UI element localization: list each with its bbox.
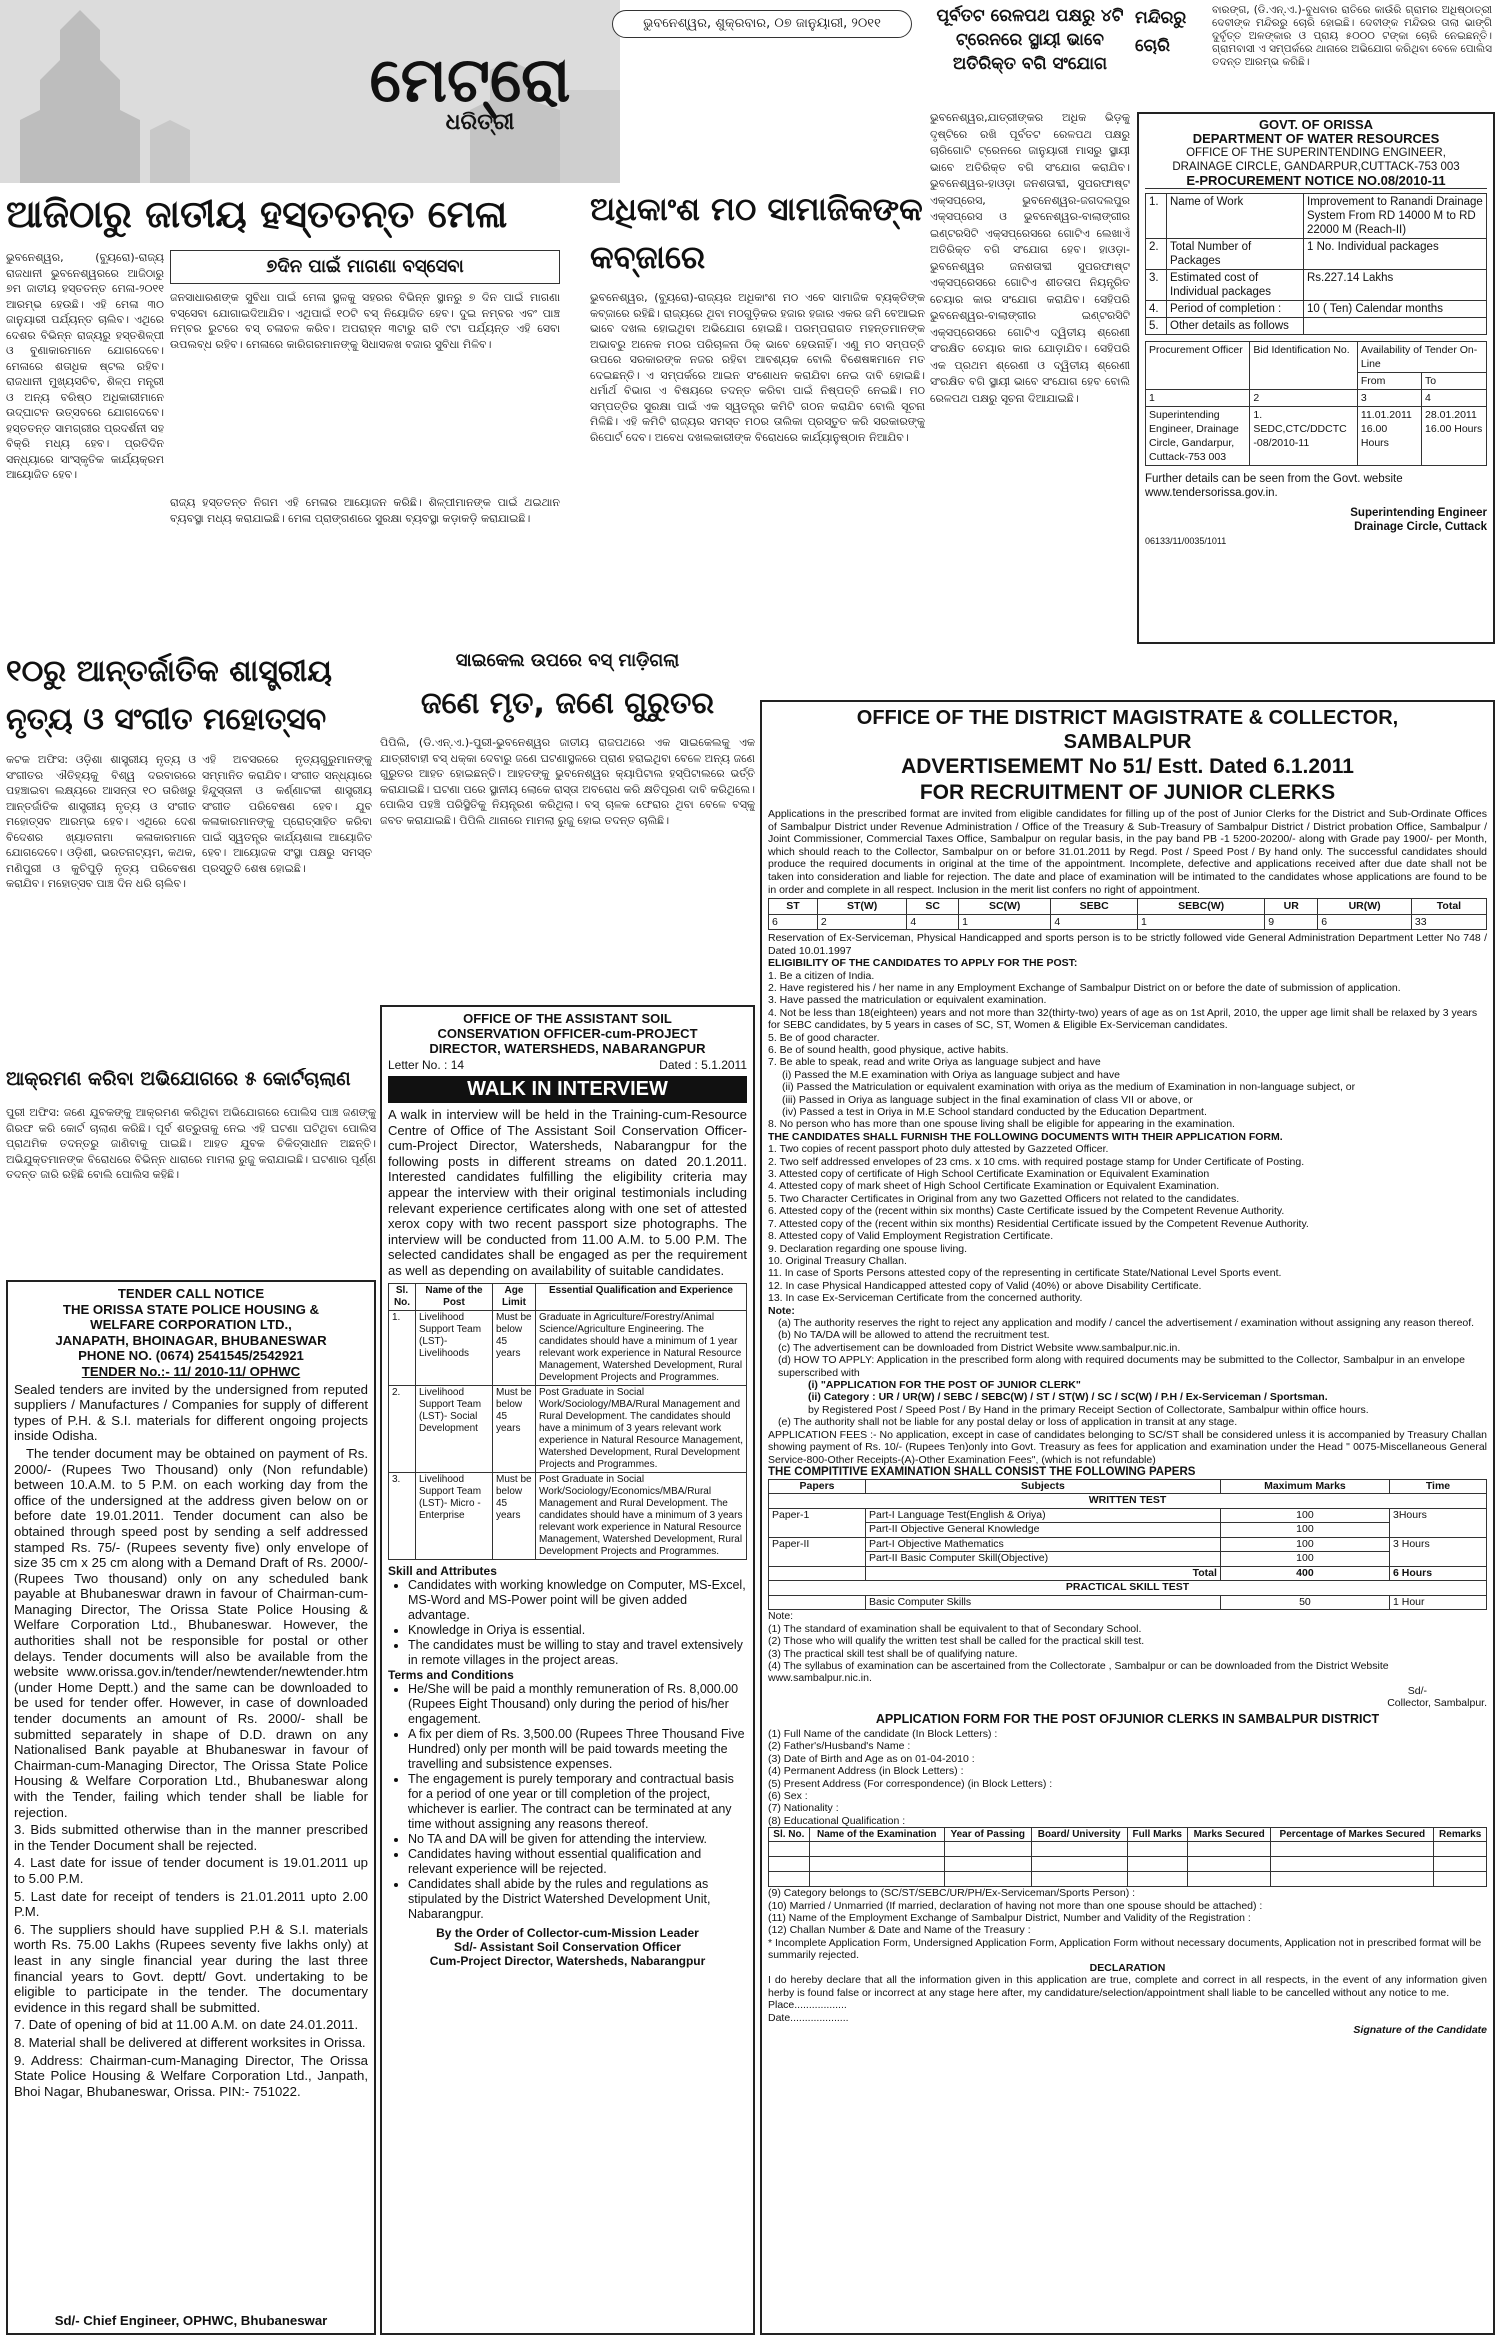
list-item: (1) Full Name of the candidate (In Block Letters) : [768,1727,998,1740]
list-item: (10) Married / Unmarried (If married, declaration of having not more than one spouse should be attached) : [768,1899,1263,1912]
list-item: 13. In case Ex-Serviceman Certificate from the concerned authority. [768,1292,1083,1305]
list-item: 9. Declaration regarding one spouse living. [768,1242,968,1255]
sb-elig-title: ELIGIBILITY OF THE CANDIDATES TO APPLY FOR THE POST: [768,957,1078,970]
sc-h1: OFFICE OF THE ASSISTANT SOIL [463,1011,672,1026]
pt-org1: THE ORISSA STATE POLICE HOUSING & [62,1301,320,1317]
list-item: (6) Sex : [768,1789,808,1802]
list-item: 7. Be able to speak, read and write Oriya as language subject and have [768,1056,1101,1069]
list-item: 4. Attested copy of mark sheet of High School Certificate Examination or Equivalent Examination. [768,1180,1220,1193]
list-item: • Candidates shall abide by the rules and regulations as stipulated by the District Watershed Development Unit, Nabarangpur. [408,1877,747,1922]
sc-skills-title: Skill and Attributes [388,1563,497,1578]
list-item: (12) Challan Number & Date and Name of the Treasury : [768,1924,1031,1937]
handicraft-headline: ଆଜିଠାରୁ ଜାତୀୟ ହସ୍ତତନ୍ତ ମେଳା [6,192,508,236]
table-row: 4. Period of completion : 10 ( Ten) Calendar months [1146,301,1487,318]
sb-exam-title: THE COMPITITIVE EXAMINATION SHALL CONSIST THE FOLLOWING PAPERS [768,1466,1196,1479]
table-row: 1. Name of Work Improvement to Ranandi Drainage System From RD 14000 M to RD 22000 M (Reach-II) [1146,194,1487,239]
sb-fees: APPLICATION FEES :- No application, except in case of candidates belonging to SC/ST shall be considered unless it is accompanied by Treasury Challan showing payment of Rs. 10/- (Rupees Ten)only into Govt. Treasury as fees for application and examination under the Head " 0075-Miscellaneous General Service-800-Other Receipts-(A)-Other Examination Fees", (which is not refundable) [768,1428,1487,1466]
list-item: • He/She will be paid a monthly remuneration of Rs. 8,000.00 (Rupees Eight Thousand) only during the period of his/her engagement. [408,1682,747,1727]
sb-place: Place.................. [768,1999,847,2012]
list-item: • No TA and DA will be given for attending the interview. [408,1832,747,1847]
sc-h3: DIRECTOR, WATERSHEDS, NABARANGPUR [429,1041,706,1056]
sb-date-line: Date.................... [768,2011,849,2024]
list-item: • The engagement is purely temporary and contractual basis for a period of one year or till completion of the project, whichever is earlier. The contract can be terminated at any time without assigning any reasons thereof. [408,1772,747,1832]
sb-exam-table: Papers Subjects Maximum Marks Time WRITTEN TEST Paper-1 Part-I Language Test(English & Oriya) 100 3Hours Part-II Objective General Knowledge 100 Paper-II Part-I Objective Mathematics 100 3 Hours Part-II Basic Computer Skill(Objective) 100 Total 400 6 Hours PRACTICAL SKILL TEST Basic Computer Skills 50 1 Hour [768,1479,1487,1611]
sb-form-title: APPLICATION FORM FOR THE POST OFJUNIOR CLERKS IN SAMBALPUR DISTRICT [875,1711,1380,1726]
list-item: (4) The syllabus of examination can be ascertained from the Collectorate , Sambalpur or can be downloaded from the District Website www.sambalpur.nic.in. [768,1659,1389,1685]
dance-col2: ଏହି ଅବସରରେ ନୃତ୍ୟଗୁରୁମାନଙ୍କୁ ସମ୍ମାନିତ କରାଯିବ। ସଂଗୀତ ସନ୍ଧ୍ୟାରେ ହିନ୍ଦୁସ୍ତାନୀ ଓ କର୍ଣ୍ଣାଟକୀ ଶାସ୍ତ୍ରୀୟ ସଂଗୀତ ପରିବେଷଣ ହେବ। ଯୁବ କଳାକାରମାନଙ୍କୁ ପ୍ରୋତ୍ସାହିତ କରିବା ପାଇଁ ସ୍ୱତନ୍ତ୍ର କାର୍ଯ୍ୟଶାଳା ଆୟୋଜିତ ହେବ। ଆୟୋଜକ ସଂସ୍ଥା ପକ୍ଷରୁ ସମସ୍ତ ପ୍ରସ୍ତୁତି ଶେଷ ହୋଇଛି। [202,753,372,875]
table-row: Total 400 6 Hours [769,1566,1487,1581]
dateline: ଭୁବନେଶ୍ୱର, ଶୁକ୍ରବାର, ୦୭ ଜାନୁୟାରୀ, ୨୦୧୧ [612,10,912,38]
mutt-body: ଭୁବନେଶ୍ୱର, (ବ୍ୟୁରୋ)-ରାଜ୍ୟର ଅଧିକାଂଶ ମଠ ଏବେ ସାମାଜିକ ବ୍ୟକ୍ତିଙ୍କ କବ୍‌ଜାରେ ରହିଛି। ରାଜ୍ୟରେ ଥିବା ମଠଗୁଡ଼ିକର ହଜାର ହଜାର ଏକର ଜମି ବେଆଇନ ଭାବେ ଦଖଲ ହୋଇଥିବା ଅଭିଯୋଗ ହୋଇଛି। ପରମ୍ପରାଗତ ମହନ୍ତମାନଙ୍କ ଅଭାବରୁ ଅନେକ ମଠର ପରିଚାଳନା ଠିକ୍ ଭାବେ ହେଉନାହିଁ। ଏଣୁ ମଠ ସମ୍ପତ୍ତି ଉପରେ ସରକାରଙ୍କ ନଜର ରହିବା ଆବଶ୍ୟକ ବୋଲି ବିଶେଷଜ୍ଞମାନେ ମତ ଦେଇଛନ୍ତି। ଏ ସମ୍ପର୍କରେ ଆଇନ ସଂଶୋଧନ କରାଯିବା ନେଇ ଦାବି ହୋଇଛି। ଧର୍ମାର୍ଥ ବିଭାଗ ଏ ବିଷୟରେ ତଦନ୍ତ କରିବା ପାଇଁ ନିଷ୍ପତ୍ତି ନେଇଛି। ମଠ ସମ୍ପତ୍ତିର ସୁରକ୍ଷା ପାଇଁ ଏକ ସ୍ୱତନ୍ତ୍ର କମିଟି ଗଠନ କରାଯିବ ବୋଲି ସୂଚନା ମିଳିଛି। ଏହି କମିଟି ରାଜ୍ୟର ସମସ୍ତ ମଠର ତାଲିକା ପ୍ରସ୍ତୁତ କରି ସରକାରଙ୍କୁ ରିପୋର୍ଟ ଦେବ। ଅବେଧ ଦଖଲକାରୀଙ୍କ ବିରୋଧରେ କାର୍ଯ୍ୟାନୁଷ୍ଠାନ ନିଆଯିବ। [590,291,925,444]
list-item: (5) Present Address (For correspondence) (in Block Letters) : [768,1777,1053,1790]
handicraft-col3: ରାଜ୍ୟ ହସ୍ତତନ୍ତ ନିଗମ ଏହି ମେଳାର ଆୟୋଜନ କରିଛି। ଶିଳ୍ପୀମାନଙ୍କ ପାଇଁ ଥଇଥାନ ବ୍ୟବସ୍ଥା ମଧ୍ୟ କରାଯାଇଛି। ମେଳା ପ୍ରାଙ୍ଗଣରେ ସୁରକ୍ଷା ବ୍ୟବସ୍ଥା କଡ଼ାକଡ଼ି କରାଯାଇଛି। [170,496,560,525]
sc-date: Dated : 5.1.2011 [659,1058,747,1072]
list-item: (e) The authority shall not be liable for any postal delay or loss of application in transit at any stage. [778,1416,1238,1429]
pt-para1: Sealed tenders are invited by the undersigned from reputed suppliers / Manufactures / Companies for supply of different types of P.H. & S.I. materials for different ongoing projects inside Odisha. [14,1381,368,1444]
sb-collector: Collector, Sambalpur. [1387,1697,1487,1710]
list-item: 5. Be of good character. [768,1031,880,1044]
list-item: (d) HOW TO APPLY: Application in the prescribed form along with required documents may be submitted to the Collector, Sambalpur in an envelope superscribed with [778,1354,1465,1379]
sb-h3: ADVERTISEMEMT No 51/ Estt. Dated 6.1.2011 [901,755,1354,778]
list-item: (3) The practical skill test shall be of qualifying nature. [768,1647,1018,1660]
wr-code: 06133/11/0035/1011 [1145,536,1227,546]
wr-office: OFFICE OF THE SUPERINTENDING ENGINEER, [1186,147,1446,159]
list-item: 2. Have registered his / her name in any Employment Exchange of Sambalpur District on or before the date of submission of application. [768,981,1401,994]
list-item: (c) The advertisement can be downloaded from District Website www.sambalpur.nic.in. [778,1341,1181,1354]
mutt-headline: ଅଧିକାଂଶ ମଠ ସାମାଜିକଙ୍କ କବ୍‌ଜାରେ [590,190,923,276]
table-row: 2. Total Number of Packages 1 No. Individual packages [1146,239,1487,270]
list-item: 6. Attested copy of the (recent within six months) Caste Certificate issued by the Competent Revenue Authority. [768,1205,1285,1218]
handicraft-col2: ଜନସାଧାରଣଙ୍କ ସୁବିଧା ପାଇଁ ମେଳା ସ୍ଥଳକୁ ସହରର ବିଭିନ୍ନ ସ୍ଥାନରୁ ୭ ଦିନ ପାଇଁ ମାଗଣା ବସ୍‌ସେବା ଯୋଗାଇଦିଆଯିବ। ଏଥିପାଇଁ ୧୦ଟି ବସ୍ ନିୟୋଜିତ ହେବ। ଦୁଇ ନମ୍ବର ଏବଂ ପାଞ୍ଚ ନମ୍ବର ରୁଟରେ ବସ୍ ଚଳାଚଳ କରିବ। ଅପରାହ୍ନ ୩ଟାରୁ ରାତି ୯ଟା ପର୍ଯ୍ୟନ୍ତ ଏହି ସେବା ଉପଲବ୍ଧ ରହିବ। ମେଳାରେ କାରିଗରମାନଙ୍କୁ ସିଧାସଳଖ ବଜାର ସୁବିଧା ମିଳିବ। [170,291,560,351]
sb-decl: I do hereby declare that all the information given in this application are true, complete and correct in all respects, in the event of any information given herby is found false or incorrect at any stage here after, my candidature/selection/appointment shall liable to be cancelled without any notice to me. [768,1974,1487,1999]
masthead-title: ମେଟ୍ରୋ [369,43,571,116]
list-item: (7) Nationality : [768,1802,839,1815]
water-resources-notice [1137,112,1495,644]
dance-headline: ୧୦ରୁ ଆନ୍ତର୍ଜାତିକ ଶାସ୍ତ୍ରୀୟ ନୃତ୍ୟ ଓ ସଂଗୀତ ମହୋତ୍ସବ [6,654,332,737]
sc-walkin-banner: WALK IN INTERVIEW [388,1076,747,1103]
list-item: 8. Attested copy of Valid Employment Registration Certificate. [768,1230,1054,1243]
pt-phone: PHONE NO. (0674) 2541545/2542921 [78,1348,304,1364]
list-item: 9. Address: Chairman-cum-Managing Director, The Orissa State Police Housing & Welfare Corporation Ltd., Janpath, Bhoi Nagar, Bhubaneswar, Orissa. PIN:- 751022. [14,2052,368,2099]
list-item: (4) Permanent Address (in Block Letters) : [768,1765,964,1778]
list-item: 4. Last date for issue of tender document is 19.01.2011 up to 5.00 P.M. [14,1855,368,1886]
pt-tender-no: TENDER No.:- 11/ 2010-11/ OPHWC [81,1363,301,1379]
wr-notice-no: E-PROCUREMENT NOTICE NO.08/2010-11 [1145,174,1487,189]
list-item: • Knowledge in Oriya is essential. [408,1623,747,1638]
list-item: 3. Have passed the matriculation or equivalent examination. [768,994,1047,1007]
pt-addr: JANAPATH, BHOINAGAR, BHUBANESWAR [55,1332,327,1348]
list-item: 7. Attested copy of the (recent within six months) Residential Certificate issued by the Competent Revenue Authority. [768,1217,1309,1230]
list-item: • A fix per diem of Rs. 3,500.00 (Rupees Three Thousand Five Hundred) only per month will be paid towards meeting the travelling and subsistence expenses. [408,1727,747,1772]
list-item: by Registered Post / Speed Post / By Hand in the primary Receipt Section of Collectorate, Sambalpur within office hours. [808,1403,1369,1416]
table-row: Part-II Objective General Knowledge 100 [769,1523,1487,1538]
pt-sign: Sd/- Chief Engineer, OPHWC, Bhubaneswar [54,2313,328,2329]
train-body: ଭୁବନେଶ୍ୱର,ଯାତ୍ରୀଙ୍କର ଅଧିକ ଭିଡ଼କୁ ଦୃଷ୍ଟିରେ ରଖି ପୂର୍ବତଟ ରେଳପଥ ପକ୍ଷରୁ ଚାରିଗୋଟି ଟ୍ରେନରେ ଜାନୁୟାରୀ ମାସରୁ ସ୍ଥାୟୀ ଭାବେ ଅତିରିକ୍ତ ବଗି ସଂଯୋଗ କରାଯିବ। ଭୁବନେଶ୍ୱର-ହାଓଡ଼ା ଜନଶତାବ୍ଦୀ, ସୁପରଫାଷ୍ଟ ଏକ୍ସପ୍ରେସ, ଭୁବନେଶ୍ୱର-ଜଗଦଲପୁର ଏକ୍ସପ୍ରେସ ଓ ଭୁବନେଶ୍ୱର-ବାଲାଙ୍ଗୀର ଇଣ୍ଟରସିଟି ଏକ୍ସପ୍ରେସରେ ଗୋଟିଏ ଲେଖାଏଁ ଅତିରିକ୍ତ ବଗି ସଂଯୋଗ ହେବ। ହାଓଡ଼ା-ଭୁବନେଶ୍ୱର ଜନଶତାବ୍ଦୀ ସୁପରଫାଷ୍ଟ ଏକ୍ସପ୍ରେସରେ ଗୋଟିଏ ଶୀତତାପ ନିୟନ୍ତ୍ରିତ ଚେୟାର କାର ସଂଯୋଗ କରାଯିବ। ସେହିପରି ଭୁବନେଶ୍ୱର-ବାଲାଙ୍ଗୀର ଇଣ୍ଟରସିଟି ଏକ୍ସପ୍ରେସରେ ଗୋଟିଏ ଦ୍ୱିତୀୟ ଶ୍ରେଣୀ ସଂରକ୍ଷିତ ଚେୟାର କାର ଯୋଡ଼ାଯିବ। ସେହିପରି ଏକ ପ୍ରଥମ ଶ୍ରେଣୀ ଓ ଦ୍ୱିତୀୟ ଶ୍ରେଣୀ ସଂରକ୍ଷିତ ବଗି ସ୍ଥାୟୀ ଭାବେ ସଂଯୋଗ ହେବ ବୋଲି ରେଳପଥ ପକ୍ଷରୁ ସୂଚନା ଦିଆଯାଇଛି। [930,111,1130,405]
sc-intro: A walk in interview will be held in the Training-cum-Resource Centre of Office of The Assistant Soil Conservation Officer-cum-Project Director, Watersheds, Nabarangpur for the following posts in different streams on dated 20.1.2011. Interested candidates fulfilling the eligibility criteria may appear the interview with their original testimonials including relevant experience certificates along with one set of attested xerox copy with two recent passport size photographs. The interview will be conducted from 11.00 A.M. to 5.00 P.M. The selected candidates shall be engaged as per the requirement as well as depending on availability of suitable candidates. [388,1107,747,1278]
list-item: 3. Bids submitted otherwise than in the manner prescribed in the Tender Document shall be rejected. [14,1822,368,1853]
list-item: 2. Two self addressed envelopes of 23 cms. x 10 cms. with required postage stamp for Under Certificate of Posting. [768,1155,1305,1168]
sc-sign2: Cum-Project Director, Watersheds, Nabarangpur [429,1953,706,1968]
table-row: 2. Livelihood Support Team (LST)- Social Development Must be below 45 years Post Graduate in Social Work/Sociology/MBA/Rural Management and Rural Development. The candidates should have a minimum of 3 years relevant work experience in Natural Resource Management, Watershed Development, Rural Development Projects and Programmes. [389,1385,747,1472]
wr-bid-table: Procurement Officer Bid Identification No. Availability of Tender On-Line From To 1 2 3 4 Superintending Engineer, Drainage Circle, Gandarpur, Cuttack-753 003 1. SEDC,CTC/DDCTC -08/2010-11 11.01.2011 16.00 Hours 28.01.2011 16.00 Hours [1145,341,1487,466]
table-row: 3. Estimated cost of Individual packages Rs.227.14 Lakhs [1146,270,1487,301]
list-item: • The candidates must be willing to stay and travel extensively in remote villages in the project areas. [408,1638,747,1668]
table-row: Paper-1 Part-I Language Test(English & Oriya) 100 3Hours [769,1508,1487,1523]
list-item: (i) "APPLICATION FOR THE POST OF JUNIOR CLERK" [808,1378,1081,1391]
pt-para2: The tender document may be obtained on payment of Rs. 2000/- (Rupees Two Thousand) only (Non refundable) between 10.A.M. to 5 P.M. on each working day from the office of the undersigned at the address given below on or before date 19.01.2011. Tender document can also be obtained through speed post by sending a self addressed stamped Rs. 75/- (Rupees seventy five) only envelope of size 35 cm x 25 cm along with a Demand Draft of Rs. 2000/- (Rupees Two thousand) only on any scheduled bank payable at Bhubaneswar drawn in favour of Chairman-cum-Managing Director, The Orissa State Police Housing & Welfare Corporation Ltd., Bhubaneswar. However, the authorities shall not be responsible for postal or other delays. Tender documents will also be available from the website www.orissa.gov.in/tender/newtender/newtender.htm (under Home Deptt.) and the same can be downloaded to be used for tender offer. However, in case of downloaded tender documents an amount of Rs. 2000/- shall be submitted separately in shape of D.D. drawn on any Nationalised Bank payable at Bhubaneswar in favour of Chairman-cum-Managing Director, The Orissa State Police Housing & Welfare Corporation Ltd., Bhubaneswar along with the Tender, failing which tender shall be liable for rejection. [14,1445,368,1820]
table-row: Basic Computer Skills 50 1 Hour [769,1595,1487,1610]
pt-title: TENDER CALL NOTICE [117,1286,265,1301]
list-item: 12. In case Physical Handicapped attested copy of Valid (40%) or above Disability Certificate. [768,1279,1202,1292]
pt-org2: WELFARE CORPORATION LTD., [90,1317,292,1333]
wr-details-table [1145,193,1487,335]
bus-kicker: ସାଇକେଲ ଉପରେ ବସ୍ ମାଡ଼ିଗଲା [455,650,680,671]
sb-h4: FOR RECRUITMENT OF JUNIOR CLERKS [919,781,1336,804]
list-item: 5. Last date for receipt of tenders is 21.01.2011 upto 2.00 P.M. [14,1888,368,1920]
list-item: (8) Educational Qualification : [768,1814,906,1827]
wr-sign1: Superintending Engineer [1350,507,1487,519]
list-item: (3) Date of Birth and Age as on 01-04-2010 : [768,1752,975,1765]
sambalpur-recruitment-ad [760,700,1495,2335]
list-item: (iii) Passed in Oriya as language subject in the final examination of class VII or above, or [782,1093,1193,1106]
list-item: (iv) Passed a test in Oriya in M.E School standard conducted by the Education Department. [782,1106,1207,1119]
sb-signature: Signature of the Candidate [1353,2024,1487,2037]
sc-sign1: Sd/- Assistant Soil Conservation Officer [454,1939,681,1954]
list-item: 1. Two copies of recent passport photo duly attested by Gazzeted Officer. [768,1143,1109,1156]
list-item: (2) Father's/Husband's Name : [768,1740,911,1753]
list-item: (9) Category belongs to (SC/ST/SEBC/UR/PH/Ex-Serviceman/Sports Person) : [768,1887,1136,1900]
list-item: (a) The authority reserves the right to reject any application and modify / cancel the advertisement / examination without assigning any reason thereof. [778,1316,1475,1329]
sb-vacancy-table: ST ST(W) SC SC(W) SEBC SEBC(W) UR UR(W) Total 6 2 4 1 4 1 9 6 33 [768,898,1487,930]
table-row: 3. Livelihood Support Team (LST)- Micro -Enterprise Must be below 45 years Post Graduate in Social Work/Sociology/Economics/MBA/Rural Management and Rural Development. The candidates should have a minimum of 3 years relevant work experience in Natural Resource Management, Watershed Development, Rural Development Projects and Programmes. [389,1472,747,1559]
sb-qualification-table: Sl. No. Name of the Examination Year of Passing Board/ University Full Marks Marks Secured Percentage of Markes Secured Remarks [768,1827,1487,1887]
train-headline: ପୂର୍ବତଟ ରେଳପଥ ପକ୍ଷରୁ ୪ଟି ଟ୍ରେନରେ ସ୍ଥାୟୀ ଭାବେ ଅତିରିକ୍ତ ବଗି ସଂଯୋଗ [936,6,1124,74]
wr-dept: DEPARTMENT OF WATER RESOURCES [1192,131,1440,146]
list-item: (ii) Passed the Matriculation or equivalent examination with oriya as the medium of Examination in non-language subject, or [782,1081,1356,1094]
sc-h2: CONSERVATION OFFICER-cum-PROJECT [437,1026,698,1041]
table-row [769,1872,1487,1887]
sb-intro: Applications in the prescribed format are invited from eligible candidates for filling up of the post of Junior Clerks for the District and Sub-Ordinate Offices of Sambalpur District under Revenue Administration / Office of the Treasury & Sub-Treasury of Sambalpur District / District probation Office, Sambalpur / Joint Commissioner, Commercial Taxes Office, Sambalpur on regular basis, in the pay band PB -1 5200-20200/- along with Grade pay 1900/- per Month, which should reach to the Collector, Sambalpur on or before 31.01.2011 by Regd. Post / Speed Post / By hand only. The successful candidates should produce the required documents in original at the time of the appointment. Incomplete, defective and applications received after due date shall not be taken into consideration and liable for rejection. The date and place of examination will be intimated to the candidates whose applications are found to be in order and complete in all respect. Inclusion in the merit list confers no right of appointment. [768,808,1487,896]
list-item: 5. Two Character Certificates in Original from any two Gazetted Officers not related to the candidates. [768,1192,1240,1205]
list-item: 8. Material shall be delivered at different worksites in Orissa. [14,2034,366,2050]
assault-headline: ଆକ୍ରମଣ କରିବା ଅଭିଯୋଗରେ ୫ କୋର୍ଟଚାଲାଣ [6,1068,351,1090]
list-item: 8. No person who has more than one spouse living shall be eligible for appearing in the examination. [768,1118,1235,1131]
list-item: 1. Be a citizen of India. [768,969,875,982]
list-item: • Candidates with working knowledge on Computer, MS-Excel, MS-Word and MS-Power point will be given added advantage. [408,1578,747,1623]
table-row: Part-II Basic Computer Skill(Objective) 100 [769,1552,1487,1567]
police-tender-notice [6,1280,376,2335]
sb-reservation: Reservation of Ex-Serviceman, Physical Handicapped and sports person is to be strictly followed vide General Administration Department Letter No 748 / Dated 10.01.1997 [768,931,1487,957]
wr-circle: DRAINAGE CIRCLE, GANDARPUR,CUTTACK-753 003 [1172,161,1460,173]
masthead-subtitle: ଧରିତ୍ରୀ [445,110,515,135]
list-item: * Incomplete Application Form, Undersigned Application Form, Application Form without necessary documents, Application not in prescribed format will be summarily rejected. [768,1936,1482,1962]
list-item: 6. Be of sound health, good physique, active habits. [768,1044,1009,1056]
list-item: • Candidates having without essential qualification and relevant experience will be rejected. [408,1847,747,1877]
sc-letter-no: Letter No. : 14 [388,1058,465,1072]
list-item: 7. Date of opening of bid at 11.00 A.M. on date 24.01.2011. [14,2017,359,2033]
theft-body: ବାରଙ୍ଗ, (ଡି.ଏନ୍.ଏ.)-ବୁଧବାର ରାତିରେ କାଉଁରି ଗ୍ରାମର ଅଧିଷ୍ଠାତ୍ରୀ ଦେବୀଙ୍କ ମନ୍ଦିରରୁ ଚୋରି ହୋଇଛି। ଦେବୀଙ୍କ ମନ୍ଦିରର ତାଲା ଭାଙ୍ଗି ଦୁର୍ବୃତ୍ତ ଅଳଙ୍କାର ଓ ପ୍ରାୟ ୫୦୦୦ ଟଙ୍କା ଚୋରି ନେଇଛନ୍ତି। ଗ୍ରାମବାସୀ ଏ ସମ୍ପର୍କରେ ଥାନାରେ ଅଭିଯୋଗ କରିଥିବା ବେଳେ ପୋଲିସ ତଦନ୍ତ ଆରମ୍ଭ କରିଛି। [1212,4,1492,68]
wr-sign2: Drainage Circle, Cuttack [1354,521,1487,533]
list-item: (ii) Category : UR / UR(W) / SEBC / SEBC(W) / ST / ST(W) / SC / SC(W) / P.H / Ex-Serviceman / Sportsman. [808,1391,1328,1404]
sb-note2-title: Note: [768,1610,794,1623]
list-item: (i) Passed the M.E examination with Oriya as language subject and have [782,1068,1120,1081]
dance-col1: କଟକ ଅଫିସ: ଓଡ଼ିଶା ଶାସ୍ତ୍ରୀୟ ନୃତ୍ୟ ଓ ସଂଗୀତର ଐତିହ୍ୟକୁ ବିଶ୍ୱ ଦରବାରରେ ପହଞ୍ଚାଇବା ଲକ୍ଷ୍ୟରେ ଆସନ୍ତା ୧୦ ତାରିଖରୁ ଆନ୍ତର୍ଜାତିକ ଶାସ୍ତ୍ରୀୟ ନୃତ୍ୟ ଓ ସଂଗୀତ ମହୋତ୍ସବ ଆରମ୍ଭ ହେବ। ଏଥିରେ ଦେଶ ବିଦେଶର ଖ୍ୟାତନାମା କଳାକାରମାନେ ଯୋଗଦେବେ। ଓଡ଼ିଶୀ, ଭରତନାଟ୍ୟମ, କଥକ, ମଣିପୁରୀ ଓ କୁଚିପୁଡ଼ି ନୃତ୍ୟ ପରିବେଷଣ କରାଯିବ। ମହୋତ୍ସବ ପାଞ୍ଚ ଦିନ ଧରି ଚାଲିବ। [6,753,196,890]
bus-headline: ଜଣେ ମୃତ, ଜଣେ ଗୁରୁତର [420,686,715,721]
sb-note-title: Note: [768,1304,795,1317]
wr-further: Further details can be seen from the Govt. website www.tendersorissa.gov.in. [1145,473,1403,499]
sc-terms-title: Terms and Conditions [388,1667,514,1682]
table-row [769,1842,1487,1857]
list-item: (11) Name of the Employment Exchange of Sambalpur District, Number and Validity of the Registration : [768,1912,1251,1924]
bus-body: ପିପିଲି, (ଡି.ଏନ୍.ଏ.)-ପୁରୀ-ଭୁବନେଶ୍ୱର ଜାତୀୟ ରାଜପଥରେ ଏକ ସାଇକେଲକୁ ଏକ ଯାତ୍ରୀବାହୀ ବସ୍ ଧକ୍କା ଦେବାରୁ ଜଣେ ଘଟଣାସ୍ଥଳରେ ପ୍ରାଣ ହରାଇଥିବା ବେଳେ ଅନ୍ୟ ଜଣେ ଗୁରୁତର ଆହତ ହୋଇଛନ୍ତି। ଆହତଙ୍କୁ ଭୁବନେଶ୍ୱର କ୍ୟାପିଟାଲ ହସ୍ପିଟାଲରେ ଭର୍ତ୍ତି କରାଯାଇଛି। ଘଟଣା ପରେ ସ୍ଥାନୀୟ ଲୋକେ ରାସ୍ତା ଅବରୋଧ କରି କ୍ଷତିପୂରଣ ଦାବି କରିଥିଲେ। ପୋଲିସ ପହଞ୍ଚି ପରିସ୍ଥିତିକୁ ନିୟନ୍ତ୍ରଣ କରିଥିଲା। ବସ୍ ଚାଳକ ଫେରାର ଥିବା ବେଳେ ବସ୍‌କୁ ଜବତ କରାଯାଇଛି। ପିପିଲି ଥାନାରେ ମାମଲା ରୁଜୁ ହୋଇ ତଦନ୍ତ ଚାଲିଛି। [380,736,755,827]
table-row: 6 2 4 1 4 1 9 6 33 [769,914,1487,929]
list-item: 6. The suppliers should have supplied P.H & S.I. materials worth Rs. 75.00 Lakhs (Rupees seventy five lakhs only) at least in any single financial year during the last three financial years to Govt. deptt/ Govt. undertaking to be eligible to participate in the tender. The documentary evidence in this regard shall be submitted. [14,1921,368,2015]
sb-decl-title: DECLARATION [1089,1961,1166,1974]
list-item: 3. Attested copy of certificate of High School Certificate Examination or Equivalent Examination [768,1168,1210,1181]
assault-body: ପୁରୀ ଅଫିସ: ଜଣେ ଯୁବକଙ୍କୁ ଆକ୍ରମଣ କରିଥିବା ଅଭିଯୋଗରେ ପୋଲିସ ପାଞ୍ଚ ଜଣଙ୍କୁ ଗିରଫ କରି କୋର୍ଟ ଚାଲାଣ କରିଛି। ପୂର୍ବ ଶତ୍ରୁତାକୁ ନେଇ ଏହି ଘଟଣା ଘଟିଥିବା ପୋଲିସ ପ୍ରାଥମିକ ତଦନ୍ତରୁ ଜାଣିବାକୁ ପାଇଛି। ଆହତ ଯୁବକ ଚିକିତ୍ସାଧୀନ ଅଛନ୍ତି। ଅଭିଯୁକ୍ତମାନଙ୍କ ବିରୋଧରେ ବିଭିନ୍ନ ଧାରାରେ ମାମଲା ରୁଜୁ କରାଯାଇଛି। ଘଟଣାର ପୂର୍ଣ୍ଣ ତଦନ୍ତ ଜାରି ରହିଛି ବୋଲି ପୋଲିସ କହିଛି। [6,1106,376,1181]
list-item: (b) No TA/DA will be allowed to attend the recruitment test. [778,1329,1050,1342]
wr-govt: GOVT. OF ORISSA [1258,117,1374,132]
list-item: 11. In case of Sports Persons attested copy of the representing in certificate State/National Level Sports event. [768,1267,1282,1280]
sc-order: By the Order of Collector-cum-Mission Leader [436,1925,699,1940]
table-row: 1. Livelihood Support Team (LST)- Livelihoods Must be below 45 years Graduate in Agriculture/Forestry/Animal Science/Agriculture Engineering. The candidates should have a minimum of 1 year relevant work experience in Natural Resource Management, Watershed Development, Rural Development Projects and Programmes. [389,1310,747,1385]
theft-headline: ମନ୍ଦିରରୁ ଚୋରି [1135,8,1187,56]
sb-sd: Sd/- [1407,1684,1427,1697]
list-item: (2) Those who will qualify the written test shall be called for the practical skill test. [768,1635,1145,1648]
handicraft-sub: ୭ଦିନ ପାଇଁ ମାଗଣା ବସ୍‌ସେବା [170,250,560,284]
table-row: Paper-II Part-I Objective Mathematics 100 3 Hours [769,1537,1487,1552]
list-item: 4. Not be less than 18(eighteen) years and not more than 32(thirty-two) years of age as on 1st April, 2010, the upper age limit shall be relaxed by 3 years for SEBC candidates, by 5 years in cases of SC, ST, Women & Eligible Ex-Serviceman candidates. [768,1006,1478,1032]
handicraft-col1: ଭୁବନେଶ୍ୱର, (ବ୍ୟୁରୋ)-ରାଜ୍ୟ ରାଜଧାନୀ ଭୁବନେଶ୍ୱରରେ ଆଜିଠାରୁ ୭ମ ଜାତୀୟ ହସ୍ତତନ୍ତ ମେଳା-୨୦୧୧ ଆରମ୍ଭ ହେଉଛି। ଏହି ମେଳା ୩୦ ଜାନୁୟାରୀ ପର୍ଯ୍ୟନ୍ତ ଚାଲିବ। ଏଥିରେ ଦେଶର ବିଭିନ୍ନ ରାଜ୍ୟରୁ ହସ୍ତଶିଳ୍ପୀ ଓ ବୁଣାକାରମାନେ ଯୋଗଦେବେ। ମେଳାରେ ଶତାଧିକ ଷ୍ଟଲ ରହିବ। ରାଜଧାନୀ ମୁଖ୍ୟସଚିବ, ଶିଳ୍ପ ମନ୍ତ୍ରୀ ଓ ଅନ୍ୟ ବରିଷ୍ଠ ଅଧିକାରୀମାନେ ଉଦ୍‌ଘାଟନ ଉତ୍ସବରେ ଯୋଗଦେବେ। ହସ୍ତତନ୍ତ ସାମଗ୍ରୀର ପ୍ରଦର୍ଶନୀ ସହ ବିକ୍ରି ମଧ୍ୟ ହେବ। ପ୍ରତିଦିନ ସନ୍ଧ୍ୟାରେ ସାଂସ୍କୃତିକ କାର୍ଯ୍ୟକ୍ରମ ଆୟୋଜିତ ହେବ। [6,251,164,481]
table-row [769,1857,1487,1872]
sb-docs-title: THE CANDIDATES SHALL FURNISH THE FOLLOWING DOCUMENTS WITH THEIR APPLICATION FORM. [768,1130,1283,1143]
soil-conservation-notice [380,1005,755,2335]
sc-posts-table: Sl. No. Name of the Post Age Limit Essential Qualification and Experience 1. Livelihood Support Team (LST)- Livelihoods Must be below 45 years Graduate in Agriculture/Forestry/Animal Science/Agriculture Engineering. The candidates should have a minimum of 1 year relevant work experience in Natural Resource Management, Watershed Development, Rural Development Projects and Programmes. 2. Livelihood Support Team (LST)- Social Development Must be below 45 years Post Graduate in Social Work/Sociology/MBA/Rural Management and Rural Development. The candidates should have a minimum of 3 years relevant work experience in Natural Resource Management, Watershed Development, Rural Development Projects and Programmes. 3. Livelihood Support Team (LST)- Micro -Enterprise Must be below 45 years Post Graduate in Social Work/Sociology/Economics/MBA/Rural Management and Rural Development. The candidates should have a minimum of 3 years relevant work experience in Natural Resource Management, Watershed Development, Rural Development Projects and Programmes. [388,1283,747,1560]
table-row: 5. Other details as follows [1146,318,1487,335]
list-item: 10. Original Treasury Challan. [768,1254,907,1267]
list-item: (1) The standard of examination shall be equivalent to that of Secondary School. [768,1622,1142,1635]
sb-h1: OFFICE OF THE DISTRICT MAGISTRATE & COLLECTOR, [856,707,1399,729]
sb-h2: SAMBALPUR [1063,731,1192,753]
